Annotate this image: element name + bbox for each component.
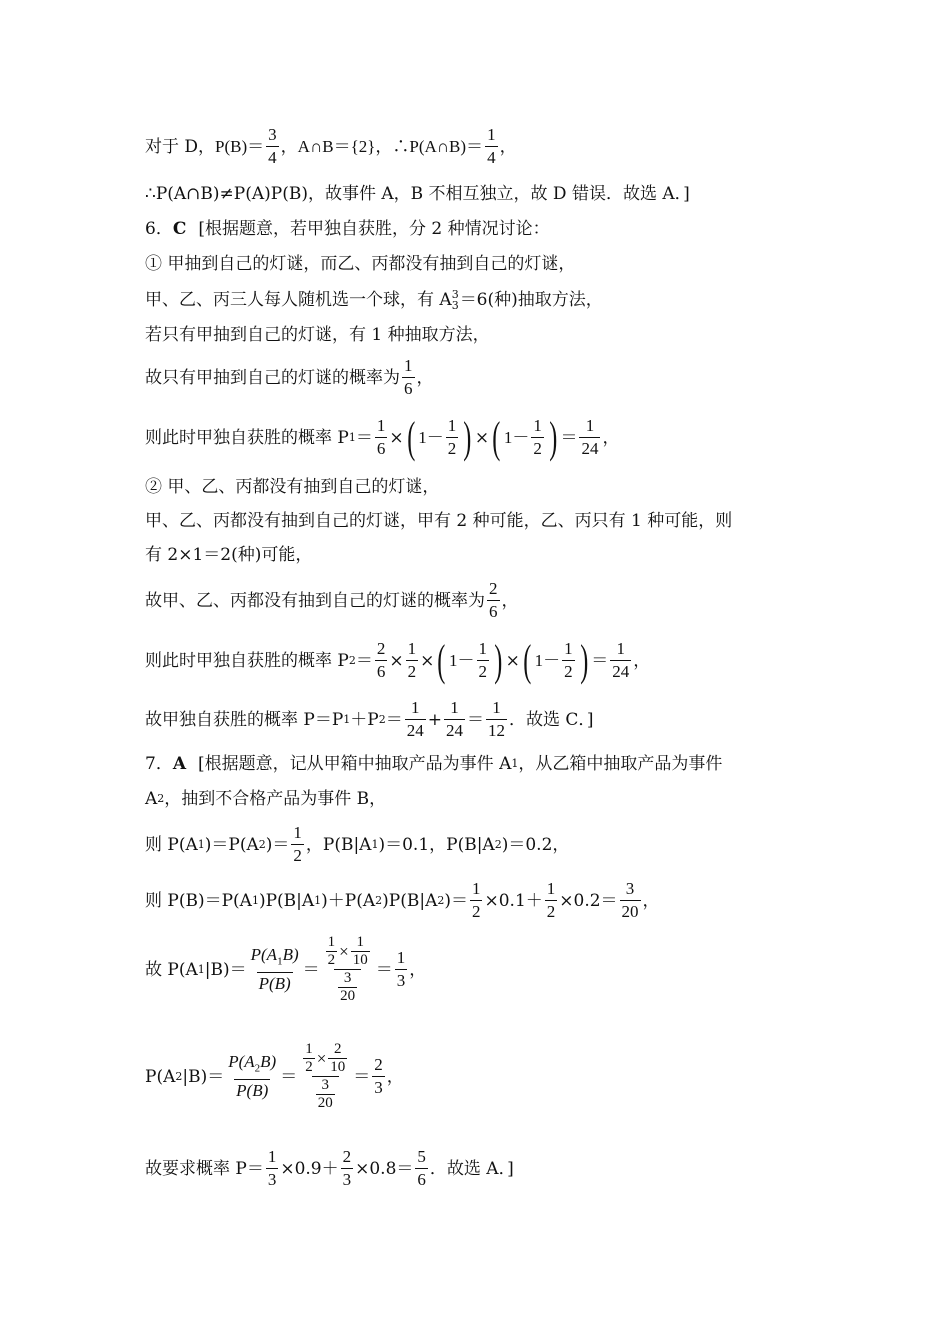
- fraction: $\frac{1}{2}$: [471, 879, 481, 921]
- fraction: $\frac{1}{3}$: [396, 948, 406, 990]
- text: 则此时甲独自获胜的概率 P: [145, 427, 349, 448]
- text: ② 甲、乙、丙都没有抽到自己的灯谜，: [145, 477, 440, 497]
- text: [根据题意，记从甲箱中抽取产品为事件 A: [198, 754, 512, 774]
- line-21: [145, 1146, 514, 1191]
- line-17: 则 P(A 1 )＝P(A 2 )＝ $\frac{1}{2}$ ，P(B|A 1 )＝0.1，P(B|A 2 )＝0.2，: [145, 823, 570, 865]
- text: ＝: [280, 1066, 298, 1087]
- line-15: 7． A [根据题意，记从甲箱中抽取产品为事件 A 1 ，从乙箱中抽取产品为事件: [145, 754, 723, 774]
- text: )＋P(A: [321, 890, 376, 911]
- text: 若只有甲抽到自己的灯谜，有 1 种抽取方法，: [145, 325, 490, 345]
- fraction: $\frac{5}{6}$: [417, 1147, 426, 1189]
- line-5: [145, 289, 603, 311]
- line-20: P(A 2 |B)＝ $\frac{P(A_2B)}{P(B)}$ ＝ $\frac{1}{2}$ × $\frac{2}{10}$ $\frac{3}{20}$ ＝ $\frac{2}{3}$ ，: [145, 1041, 404, 1111]
- text: )＝: [265, 834, 290, 855]
- text: )P(B|A: [258, 890, 315, 911]
- text: )＝P(A: [204, 834, 259, 855]
- text: )＝: [444, 890, 468, 911]
- text: ，: [386, 1066, 404, 1087]
- text: ＝: [591, 650, 609, 671]
- times: ×: [420, 650, 435, 671]
- fraction: $\frac{1}{3}$: [267, 1147, 277, 1189]
- text: A: [145, 789, 158, 809]
- complex-fraction: $\frac{1}{2}$ × $\frac{2}{10}$ $\frac{3}{20}$: [305, 1041, 346, 1111]
- fraction: $\frac{3}{20}$: [621, 879, 639, 921]
- math-text: ，A∩B＝{2}，∴P(A∩B)＝: [280, 136, 484, 156]
- text: 故只有甲抽到自己的灯谜的概率为: [145, 367, 400, 388]
- times: ×: [474, 427, 490, 448]
- text: ×0.9＋: [280, 1158, 339, 1179]
- text: |B)＝: [204, 959, 247, 980]
- text: ．故选 C．]: [508, 709, 594, 730]
- text: ＝: [385, 709, 403, 730]
- line-18: 则 P(B)＝P(A 1 )P(B|A 1 )＋P(A 2 )P(B|A 2 )＝ $\frac{1}{2}$ ×0.1＋ $\frac{1}{2}$ ×0.2＝ $\frac{3}{20}$ ，: [145, 879, 660, 921]
- text: 故甲、乙、丙都没有抽到自己的灯谜的概率为: [145, 590, 485, 611]
- fraction: $\frac{1}{2}$: [546, 879, 556, 921]
- text: 有 2×1＝2(种)可能，: [145, 545, 313, 565]
- text: |B)＝: [182, 1066, 225, 1087]
- line-6: [145, 324, 490, 346]
- text: ＝: [355, 427, 373, 448]
- text: P(A: [145, 1066, 176, 1087]
- text: ＝: [560, 427, 578, 448]
- line-10: [145, 510, 732, 532]
- text: ，: [409, 959, 427, 980]
- fraction: $\frac{1}{12}$: [487, 698, 505, 740]
- fraction: $\frac{1}{4}$: [487, 125, 496, 167]
- line-8: [145, 412, 620, 462]
- text: ．故选 A．]: [429, 1158, 514, 1179]
- line-1: [145, 124, 517, 169]
- times: ×: [389, 427, 404, 448]
- fraction: $\frac{1}{24}$: [445, 698, 463, 740]
- fraction: $\frac{1}{6}$: [404, 356, 413, 398]
- text: ＝: [466, 709, 484, 730]
- line-3: [145, 218, 550, 240]
- fraction: $\frac{2}{6}$: [376, 639, 386, 681]
- parenthesis-group: ( 1－ $\frac{1}{2}$ ): [406, 412, 472, 462]
- text: ，抽到不合格产品为事件 B，: [164, 789, 387, 809]
- text: )＝0.2，: [501, 834, 570, 855]
- text: ① 甲抽到自己的灯谜，而乙、丙都没有抽到自己的灯谜，: [145, 254, 576, 274]
- text: ，从乙箱中抽取产品为事件: [518, 754, 723, 774]
- line-13: [145, 635, 651, 685]
- fraction: $\frac{3}{4}$: [268, 125, 277, 167]
- index: 3 3: [451, 288, 459, 312]
- text: 则 P(B)＝P(A: [145, 890, 252, 911]
- question-number: 7．: [145, 754, 173, 774]
- line-2: [145, 183, 690, 205]
- line-14: 故甲独自获胜的概率 P＝P 1 ＋P 2 ＝ $\frac{1}{24}$ + $\frac{1}{24}$ ＝ $\frac{1}{12}$ ．故选 C．]: [145, 698, 594, 740]
- text: )P(B|A: [382, 890, 438, 911]
- text: ×0.8＝: [355, 1158, 414, 1179]
- fraction: $\frac{1}{2}$: [407, 639, 417, 681]
- times: ×: [389, 650, 404, 671]
- text: 故甲独自获胜的概率 P＝P: [145, 709, 344, 730]
- complex-fraction: $\frac{1}{2}$ × $\frac{1}{10}$ $\frac{3}{20}$: [327, 934, 368, 1004]
- text: )＝0.1，P(B|A: [378, 834, 495, 855]
- text: [根据题意，若甲独自获胜，分 2 种情况讨论：: [198, 219, 550, 239]
- text: 故要求概率 P＝: [145, 1158, 264, 1179]
- text: 对于 D，: [145, 136, 216, 157]
- text: 甲、乙、丙都没有抽到自己的灯谜，甲有 2 种可能，乙、丙只有 1 种可能，则: [145, 511, 733, 531]
- text: ，: [416, 367, 434, 388]
- fraction: $\frac{1}{6}$: [376, 416, 386, 458]
- text: +: [427, 709, 442, 730]
- text: ＝: [302, 959, 320, 980]
- subscript: 1: [348, 430, 356, 444]
- answer-letter: A: [172, 754, 187, 774]
- fraction: $\frac{1}{24}$: [581, 416, 599, 458]
- text: ，: [642, 890, 660, 911]
- text: ，P(B|A: [305, 834, 372, 855]
- text: ，: [633, 650, 651, 671]
- text: 故 P(A: [145, 959, 198, 980]
- line-16: A 2 ，抽到不合格产品为事件 B，: [145, 789, 387, 809]
- fraction: $\frac{1}{24}$: [612, 639, 630, 681]
- text: ＝6(种)抽取方法，: [459, 290, 603, 310]
- fraction: $\frac{1}{2}$: [293, 823, 302, 865]
- text: 则此时甲独自获胜的概率 P: [145, 650, 349, 671]
- fraction: $\frac{1}{24}$: [406, 698, 424, 740]
- subscript: 2: [348, 653, 356, 667]
- line-4: [145, 253, 575, 275]
- question-number: 6．: [145, 219, 173, 239]
- math-text: P(B)＝: [215, 136, 265, 156]
- text: ＝: [375, 959, 393, 980]
- fraction: $\frac{P(A_1B)}{P(B)}$: [250, 944, 299, 994]
- text: ×0.1＋: [484, 890, 543, 911]
- text: 则 P(A: [145, 834, 198, 855]
- parenthesis-group: ( 1－ $\frac{1}{2}$ ): [492, 412, 558, 462]
- text: ∴P(A∩B)≠P(A)P(B)，故事件 A，B 不相互独立，故 D 错误．故选 A．]: [145, 184, 690, 204]
- line-12: [145, 578, 519, 623]
- fraction: $\frac{P(A_2B)}{P(B)}$: [228, 1051, 277, 1101]
- text: ＝: [353, 1066, 371, 1087]
- line-7: [145, 355, 434, 400]
- answer-letter: C: [172, 219, 187, 239]
- fraction: $\frac{2}{3}$: [342, 1147, 352, 1189]
- text: ，: [499, 136, 517, 157]
- text: ，: [602, 427, 620, 448]
- text: ＋P: [350, 709, 379, 730]
- text: 甲、乙、丙三人每人随机选一个球，有 A: [145, 290, 452, 310]
- parenthesis-group: ( 1－ $\frac{1}{2}$ ): [523, 635, 588, 685]
- line-9: [145, 476, 439, 498]
- parenthesis-group: ( 1－ $\frac{1}{2}$ ): [437, 635, 503, 685]
- text: ×0.2＝: [559, 890, 618, 911]
- times: ×: [505, 650, 520, 671]
- text: ＝: [355, 650, 373, 671]
- line-11: [145, 544, 312, 566]
- line-19: 故 P(A 1 |B)＝ $\frac{P(A_1B)}{P(B)}$ ＝ $\frac{1}{2}$ × $\frac{1}{10}$ $\frac{3}{20}$ ＝ $\frac{1}{3}$ ，: [145, 934, 427, 1004]
- text: ，: [501, 590, 519, 611]
- fraction: $\frac{2}{6}$: [489, 579, 498, 621]
- fraction: $\frac{2}{3}$: [374, 1055, 383, 1097]
